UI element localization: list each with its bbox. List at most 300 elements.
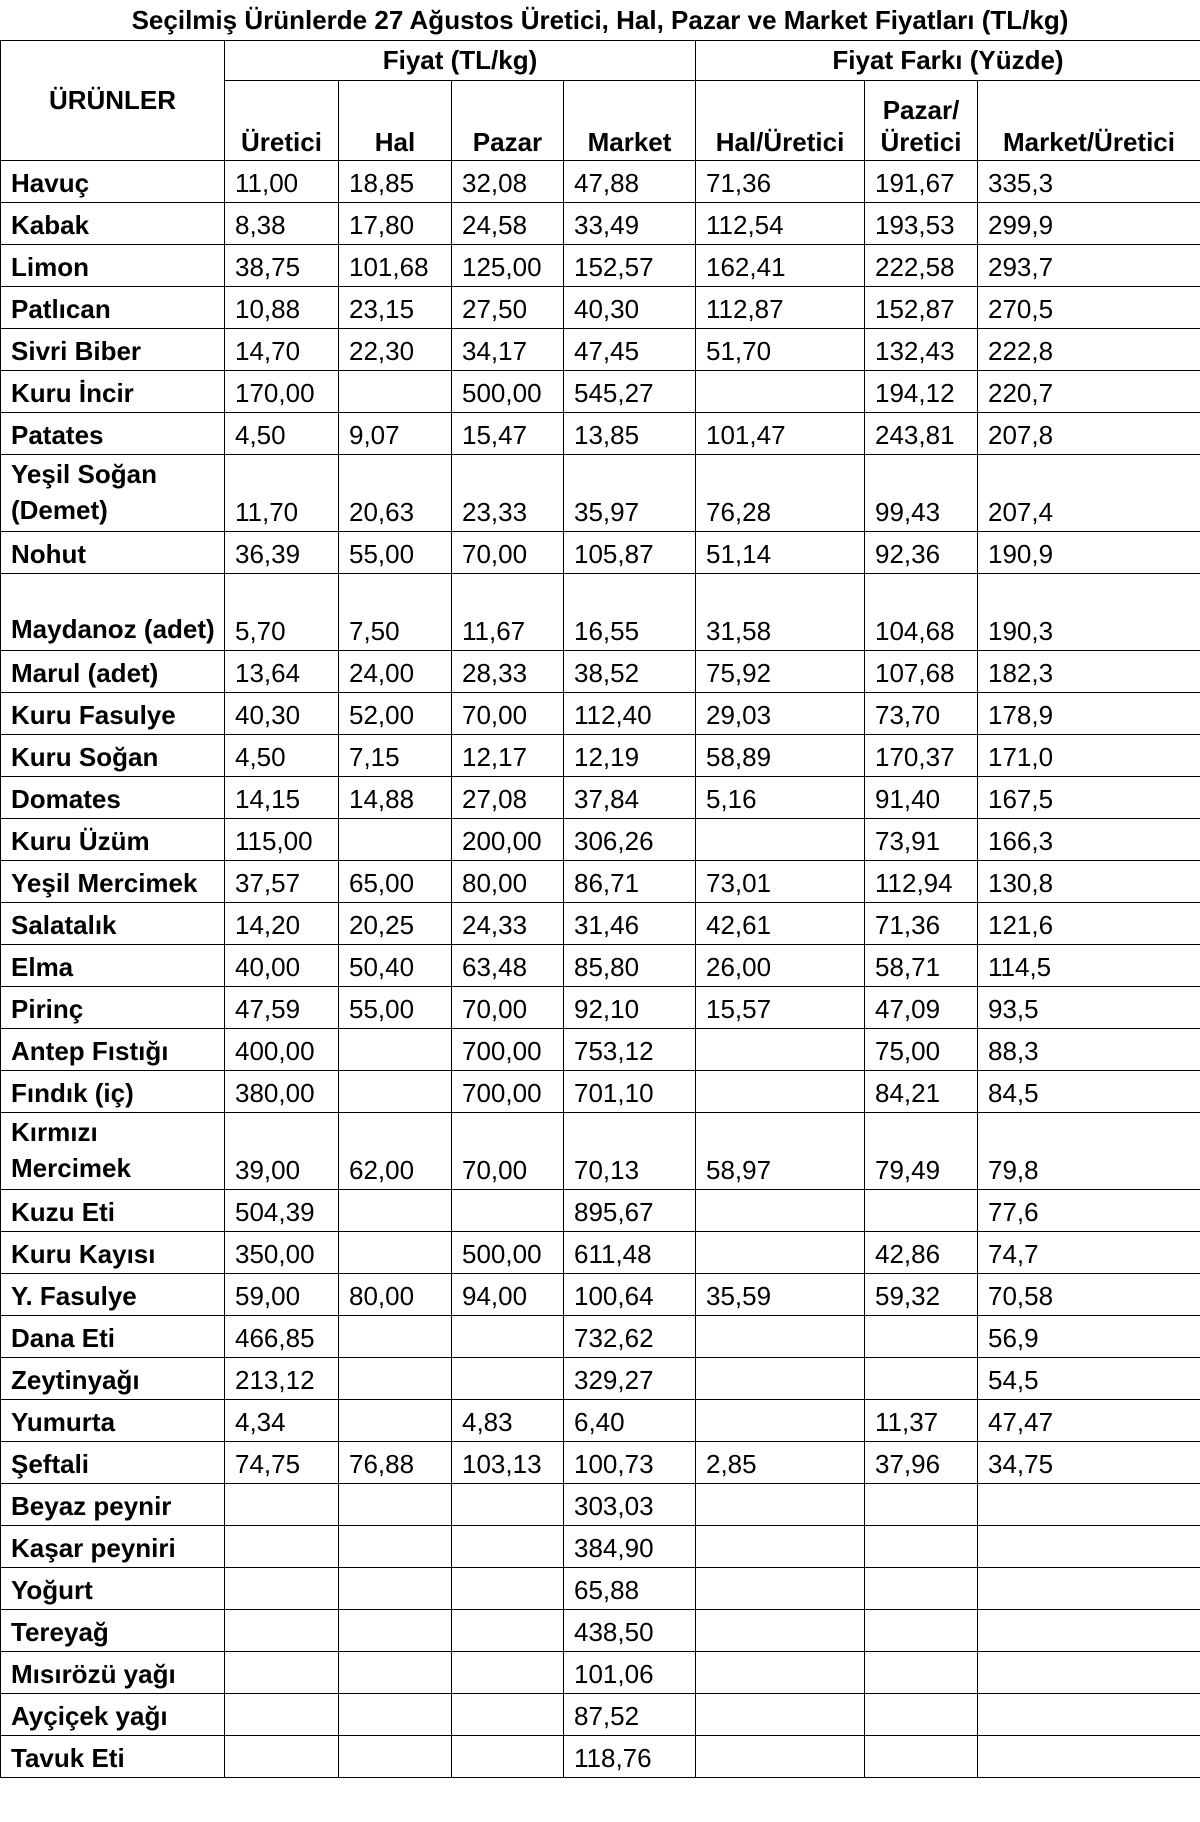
table-row: [1, 903, 1200, 945]
product-name: Dana Eti: [1, 1316, 225, 1358]
cell-hal-u: 51,14: [696, 532, 865, 574]
cell-uretici: 74,75: [225, 1442, 339, 1484]
cell-pazar-u: 84,21: [865, 1071, 978, 1113]
cell-hal-u: 73,01: [696, 861, 865, 903]
product-name: Kuru İncir: [1, 371, 225, 413]
cell-hal-u: [696, 1358, 865, 1400]
product-name: Kaşar peyniri: [1, 1526, 225, 1568]
cell-market: 100,73: [564, 1442, 696, 1484]
cell-pazar-u: [865, 1190, 978, 1232]
cell-market-u: 84,5: [978, 1071, 1200, 1113]
cell-market-u: 88,3: [978, 1029, 1200, 1071]
cell-pazar-u: 11,37: [865, 1400, 978, 1442]
cell-pazar: 103,13: [452, 1442, 564, 1484]
product-name: Nohut: [1, 532, 225, 574]
cell-market-u: 299,9: [978, 203, 1200, 245]
cell-market-u: 34,75: [978, 1442, 1200, 1484]
cell-market: 38,52: [564, 651, 696, 693]
product-name: Tereyağ: [1, 1610, 225, 1652]
cell-hal: [339, 1190, 452, 1232]
cell-pazar: [452, 1484, 564, 1526]
product-name: Kuzu Eti: [1, 1190, 225, 1232]
cell-pazar-u: 47,09: [865, 987, 978, 1029]
product-name: Maydanoz (adet): [1, 574, 225, 651]
cell-market: 12,19: [564, 735, 696, 777]
cell-pazar-u: [865, 1316, 978, 1358]
cell-hal: [339, 371, 452, 413]
cell-uretici: 466,85: [225, 1316, 339, 1358]
table-row: [1, 987, 1200, 1029]
cell-market-u: 207,8: [978, 413, 1200, 455]
cell-market-u: 293,7: [978, 245, 1200, 287]
product-name: Yumurta: [1, 1400, 225, 1442]
cell-hal-u: [696, 1610, 865, 1652]
cell-hal-u: [696, 1568, 865, 1610]
cell-hal: 23,15: [339, 287, 452, 329]
cell-uretici: 38,75: [225, 245, 339, 287]
cell-market: 33,49: [564, 203, 696, 245]
cell-hal-u: [696, 371, 865, 413]
cell-hal: [339, 819, 452, 861]
cell-pazar-u: 222,58: [865, 245, 978, 287]
product-name: Yoğurt: [1, 1568, 225, 1610]
cell-pazar: [452, 1736, 564, 1778]
table-row: [1, 1526, 1200, 1568]
cell-hal-u: [696, 1029, 865, 1071]
cell-market: 16,55: [564, 574, 696, 651]
cell-market-u: 47,47: [978, 1400, 1200, 1442]
table-row: [1, 1442, 1200, 1484]
cell-hal: 20,63: [339, 455, 452, 532]
cell-market: 47,45: [564, 329, 696, 371]
cell-hal-u: 26,00: [696, 945, 865, 987]
cell-hal: [339, 1610, 452, 1652]
cell-hal: 52,00: [339, 693, 452, 735]
product-name: Yeşil Mercimek: [1, 861, 225, 903]
product-name: Beyaz peynir: [1, 1484, 225, 1526]
header-market: Market: [564, 81, 696, 161]
cell-market: 37,84: [564, 777, 696, 819]
cell-uretici: 213,12: [225, 1358, 339, 1400]
cell-pazar-u: 71,36: [865, 903, 978, 945]
cell-uretici: [225, 1484, 339, 1526]
cell-uretici: 4,50: [225, 413, 339, 455]
cell-pazar: 12,17: [452, 735, 564, 777]
cell-hal-u: 51,70: [696, 329, 865, 371]
cell-hal-u: [696, 1526, 865, 1568]
table-row: [1, 693, 1200, 735]
cell-pazar-u: [865, 1484, 978, 1526]
cell-market-u: 74,7: [978, 1232, 1200, 1274]
cell-hal-u: 101,47: [696, 413, 865, 455]
table-row: [1, 203, 1200, 245]
table-row: [1, 861, 1200, 903]
cell-market: 65,88: [564, 1568, 696, 1610]
cell-pazar: [452, 1652, 564, 1694]
cell-pazar-u: 194,12: [865, 371, 978, 413]
cell-pazar: 200,00: [452, 819, 564, 861]
product-name: Yeşil Soğan (Demet): [1, 455, 225, 532]
cell-pazar: [452, 1526, 564, 1568]
header-products: ÜRÜNLER: [1, 41, 225, 161]
product-name: Zeytinyağı: [1, 1358, 225, 1400]
cell-pazar: 34,17: [452, 329, 564, 371]
cell-pazar: 94,00: [452, 1274, 564, 1316]
cell-hal: 20,25: [339, 903, 452, 945]
cell-hal: [339, 1568, 452, 1610]
cell-hal-u: [696, 1071, 865, 1113]
product-name: Antep Fıstığı: [1, 1029, 225, 1071]
product-name: Kuru Soğan: [1, 735, 225, 777]
cell-market-u: 79,8: [978, 1113, 1200, 1190]
cell-hal-u: 58,89: [696, 735, 865, 777]
cell-pazar: 27,08: [452, 777, 564, 819]
cell-pazar: 27,50: [452, 287, 564, 329]
cell-market-u: [978, 1526, 1200, 1568]
cell-market: 732,62: [564, 1316, 696, 1358]
table-row: [1, 287, 1200, 329]
cell-hal: 65,00: [339, 861, 452, 903]
cell-pazar-u: 112,94: [865, 861, 978, 903]
cell-market: 303,03: [564, 1484, 696, 1526]
cell-pazar-u: [865, 1526, 978, 1568]
cell-hal: [339, 1232, 452, 1274]
cell-uretici: [225, 1610, 339, 1652]
cell-market-u: 114,5: [978, 945, 1200, 987]
table-row: [1, 245, 1200, 287]
cell-market: 35,97: [564, 455, 696, 532]
cell-pazar: 24,58: [452, 203, 564, 245]
cell-market: 118,76: [564, 1736, 696, 1778]
product-name: Pirinç: [1, 987, 225, 1029]
cell-pazar: 24,33: [452, 903, 564, 945]
cell-pazar-u: 191,67: [865, 161, 978, 203]
table-row: [1, 1029, 1200, 1071]
cell-uretici: 115,00: [225, 819, 339, 861]
cell-hal-u: 112,54: [696, 203, 865, 245]
cell-market: 895,67: [564, 1190, 696, 1232]
cell-market: 384,90: [564, 1526, 696, 1568]
cell-market: 105,87: [564, 532, 696, 574]
header-pazar-uretici-line1: Pazar/: [882, 95, 960, 125]
header-pazar-uretici: [865, 81, 978, 161]
table-row: [1, 819, 1200, 861]
cell-pazar: 80,00: [452, 861, 564, 903]
cell-market-u: 93,5: [978, 987, 1200, 1029]
cell-hal: 17,80: [339, 203, 452, 245]
cell-hal-u: 42,61: [696, 903, 865, 945]
cell-market-u: 171,0: [978, 735, 1200, 777]
cell-market-u: 56,9: [978, 1316, 1200, 1358]
cell-uretici: [225, 1694, 339, 1736]
product-name: Patates: [1, 413, 225, 455]
cell-pazar: 700,00: [452, 1071, 564, 1113]
cell-hal: [339, 1736, 452, 1778]
cell-pazar: 32,08: [452, 161, 564, 203]
cell-market-u: [978, 1736, 1200, 1778]
cell-pazar-u: 59,32: [865, 1274, 978, 1316]
cell-market-u: 167,5: [978, 777, 1200, 819]
table-row: [1, 651, 1200, 693]
cell-uretici: 4,34: [225, 1400, 339, 1442]
cell-market: 87,52: [564, 1694, 696, 1736]
cell-uretici: 59,00: [225, 1274, 339, 1316]
table-body: [1, 161, 1200, 1778]
table-row: [1, 1358, 1200, 1400]
cell-uretici: 47,59: [225, 987, 339, 1029]
cell-hal-u: 35,59: [696, 1274, 865, 1316]
cell-uretici: 14,20: [225, 903, 339, 945]
cell-pazar: [452, 1568, 564, 1610]
cell-pazar-u: 104,68: [865, 574, 978, 651]
cell-hal: [339, 1652, 452, 1694]
cell-pazar: [452, 1190, 564, 1232]
cell-market: 112,40: [564, 693, 696, 735]
cell-pazar-u: 73,70: [865, 693, 978, 735]
table-header: [1, 41, 1200, 161]
cell-pazar: 15,47: [452, 413, 564, 455]
cell-hal-u: 2,85: [696, 1442, 865, 1484]
cell-market: 611,48: [564, 1232, 696, 1274]
cell-pazar-u: 75,00: [865, 1029, 978, 1071]
cell-uretici: 4,50: [225, 735, 339, 777]
cell-hal-u: 75,92: [696, 651, 865, 693]
cell-uretici: 36,39: [225, 532, 339, 574]
cell-uretici: 14,15: [225, 777, 339, 819]
product-name: Limon: [1, 245, 225, 287]
cell-market: 85,80: [564, 945, 696, 987]
product-name: Y. Fasulye: [1, 1274, 225, 1316]
product-name: Kuru Fasulye: [1, 693, 225, 735]
cell-hal: 9,07: [339, 413, 452, 455]
cell-hal: [339, 1029, 452, 1071]
cell-market: 31,46: [564, 903, 696, 945]
cell-uretici: 11,70: [225, 455, 339, 532]
table-row: [1, 1484, 1200, 1526]
cell-market-u: 270,5: [978, 287, 1200, 329]
cell-hal-u: [696, 1736, 865, 1778]
cell-market-u: 207,4: [978, 455, 1200, 532]
cell-hal-u: 31,58: [696, 574, 865, 651]
cell-hal-u: [696, 1232, 865, 1274]
cell-uretici: 5,70: [225, 574, 339, 651]
cell-hal: 76,88: [339, 1442, 452, 1484]
table-row: [1, 371, 1200, 413]
table-row: [1, 945, 1200, 987]
product-name: Kuru Üzüm: [1, 819, 225, 861]
cell-pazar-u: [865, 1358, 978, 1400]
cell-market: 101,06: [564, 1652, 696, 1694]
header-hal: Hal: [339, 81, 452, 161]
cell-pazar-u: 73,91: [865, 819, 978, 861]
table-row: [1, 777, 1200, 819]
cell-hal-u: [696, 1190, 865, 1232]
cell-hal: 55,00: [339, 987, 452, 1029]
cell-pazar: 63,48: [452, 945, 564, 987]
product-name: Havuç: [1, 161, 225, 203]
table-row: [1, 1400, 1200, 1442]
cell-uretici: 10,88: [225, 287, 339, 329]
cell-market-u: 190,9: [978, 532, 1200, 574]
product-name: Mısırözü yağı: [1, 1652, 225, 1694]
table-title: Seçilmiş Ürünlerde 27 Ağustos Üretici, Hal, Pazar ve Market Fiyatları (TL/kg): [131, 5, 1069, 35]
cell-market-u: [978, 1610, 1200, 1652]
cell-uretici: 37,57: [225, 861, 339, 903]
cell-pazar-u: 170,37: [865, 735, 978, 777]
cell-market-u: 178,9: [978, 693, 1200, 735]
cell-pazar-u: 107,68: [865, 651, 978, 693]
cell-hal-u: 76,28: [696, 455, 865, 532]
cell-hal-u: [696, 1652, 865, 1694]
cell-pazar-u: 58,71: [865, 945, 978, 987]
cell-pazar-u: 42,86: [865, 1232, 978, 1274]
cell-market-u: 121,6: [978, 903, 1200, 945]
cell-pazar: 700,00: [452, 1029, 564, 1071]
table-row: [1, 1568, 1200, 1610]
cell-market-u: [978, 1694, 1200, 1736]
cell-hal: 7,15: [339, 735, 452, 777]
cell-pazar-u: 243,81: [865, 413, 978, 455]
cell-market-u: 70,58: [978, 1274, 1200, 1316]
cell-pazar-u: [865, 1736, 978, 1778]
product-name: Şeftali: [1, 1442, 225, 1484]
cell-uretici: 13,64: [225, 651, 339, 693]
cell-hal: 18,85: [339, 161, 452, 203]
cell-hal-u: [696, 1484, 865, 1526]
cell-hal: 80,00: [339, 1274, 452, 1316]
cell-market: 306,26: [564, 819, 696, 861]
header-pazar-uretici-line2: Üretici: [880, 127, 962, 157]
cell-pazar-u: [865, 1610, 978, 1652]
cell-hal-u: 29,03: [696, 693, 865, 735]
cell-hal-u: 71,36: [696, 161, 865, 203]
table-row: [1, 1232, 1200, 1274]
cell-hal-u: 162,41: [696, 245, 865, 287]
cell-hal: 50,40: [339, 945, 452, 987]
cell-pazar: 70,00: [452, 532, 564, 574]
table-row: [1, 735, 1200, 777]
header-uretici: Üretici: [225, 81, 339, 161]
cell-pazar: 70,00: [452, 693, 564, 735]
cell-hal: [339, 1358, 452, 1400]
cell-hal-u: [696, 1400, 865, 1442]
product-name: Kırmızı Mercimek: [1, 1113, 225, 1190]
cell-hal: 101,68: [339, 245, 452, 287]
cell-hal: [339, 1526, 452, 1568]
cell-market: 329,27: [564, 1358, 696, 1400]
cell-uretici: 40,30: [225, 693, 339, 735]
product-name: Elma: [1, 945, 225, 987]
cell-market: 6,40: [564, 1400, 696, 1442]
table-row: [1, 413, 1200, 455]
cell-pazar: 125,00: [452, 245, 564, 287]
cell-market: 701,10: [564, 1071, 696, 1113]
product-name: Marul (adet): [1, 651, 225, 693]
table-row: [1, 1071, 1200, 1113]
table-row: [1, 1274, 1200, 1316]
table-row: [1, 1316, 1200, 1358]
cell-market: 47,88: [564, 161, 696, 203]
cell-market-u: 54,5: [978, 1358, 1200, 1400]
product-name: Patlıcan: [1, 287, 225, 329]
cell-hal: 24,00: [339, 651, 452, 693]
cell-uretici: 350,00: [225, 1232, 339, 1274]
cell-hal-u: 15,57: [696, 987, 865, 1029]
cell-uretici: 11,00: [225, 161, 339, 203]
product-name: Kabak: [1, 203, 225, 245]
product-name: Fındık (iç): [1, 1071, 225, 1113]
cell-pazar-u: 193,53: [865, 203, 978, 245]
cell-market: 40,30: [564, 287, 696, 329]
cell-market: 92,10: [564, 987, 696, 1029]
cell-pazar: [452, 1610, 564, 1652]
table-row: [1, 1694, 1200, 1736]
header-market-uretici: Market/Üretici: [978, 81, 1200, 161]
header-price-group: Fiyat (TL/kg): [225, 41, 696, 81]
cell-hal-u: 112,87: [696, 287, 865, 329]
cell-uretici: 39,00: [225, 1113, 339, 1190]
cell-hal-u: [696, 1316, 865, 1358]
header-hal-uretici: Hal/Üretici: [696, 81, 865, 161]
table-row: [1, 1736, 1200, 1778]
product-name: Salatalık: [1, 903, 225, 945]
table-row: [1, 1190, 1200, 1232]
product-name: Sivri Biber: [1, 329, 225, 371]
table-row: [1, 532, 1200, 574]
cell-pazar-u: 92,36: [865, 532, 978, 574]
cell-market: 13,85: [564, 413, 696, 455]
cell-hal-u: 58,97: [696, 1113, 865, 1190]
cell-pazar-u: 91,40: [865, 777, 978, 819]
cell-hal-u: [696, 819, 865, 861]
cell-uretici: 504,39: [225, 1190, 339, 1232]
cell-uretici: 14,70: [225, 329, 339, 371]
cell-market-u: 77,6: [978, 1190, 1200, 1232]
cell-market: 100,64: [564, 1274, 696, 1316]
header-pazar: Pazar: [452, 81, 564, 161]
cell-market-u: [978, 1484, 1200, 1526]
cell-pazar: [452, 1316, 564, 1358]
cell-market: 152,57: [564, 245, 696, 287]
cell-uretici: 40,00: [225, 945, 339, 987]
cell-uretici: 8,38: [225, 203, 339, 245]
cell-market-u: 335,3: [978, 161, 1200, 203]
cell-market-u: 220,7: [978, 371, 1200, 413]
cell-uretici: 170,00: [225, 371, 339, 413]
cell-market: 86,71: [564, 861, 696, 903]
table-row: [1, 455, 1200, 532]
cell-hal-u: 5,16: [696, 777, 865, 819]
cell-uretici: 400,00: [225, 1029, 339, 1071]
cell-pazar: 70,00: [452, 987, 564, 1029]
cell-pazar-u: [865, 1652, 978, 1694]
cell-hal: [339, 1694, 452, 1736]
cell-pazar-u: 37,96: [865, 1442, 978, 1484]
cell-hal: [339, 1316, 452, 1358]
cell-hal: [339, 1071, 452, 1113]
cell-market-u: 222,8: [978, 329, 1200, 371]
cell-market-u: 182,3: [978, 651, 1200, 693]
cell-uretici: [225, 1736, 339, 1778]
cell-pazar-u: 99,43: [865, 455, 978, 532]
cell-pazar: 70,00: [452, 1113, 564, 1190]
cell-market-u: [978, 1652, 1200, 1694]
cell-hal: [339, 1484, 452, 1526]
cell-uretici: [225, 1652, 339, 1694]
product-name: Tavuk Eti: [1, 1736, 225, 1778]
cell-market: 438,50: [564, 1610, 696, 1652]
cell-uretici: 380,00: [225, 1071, 339, 1113]
